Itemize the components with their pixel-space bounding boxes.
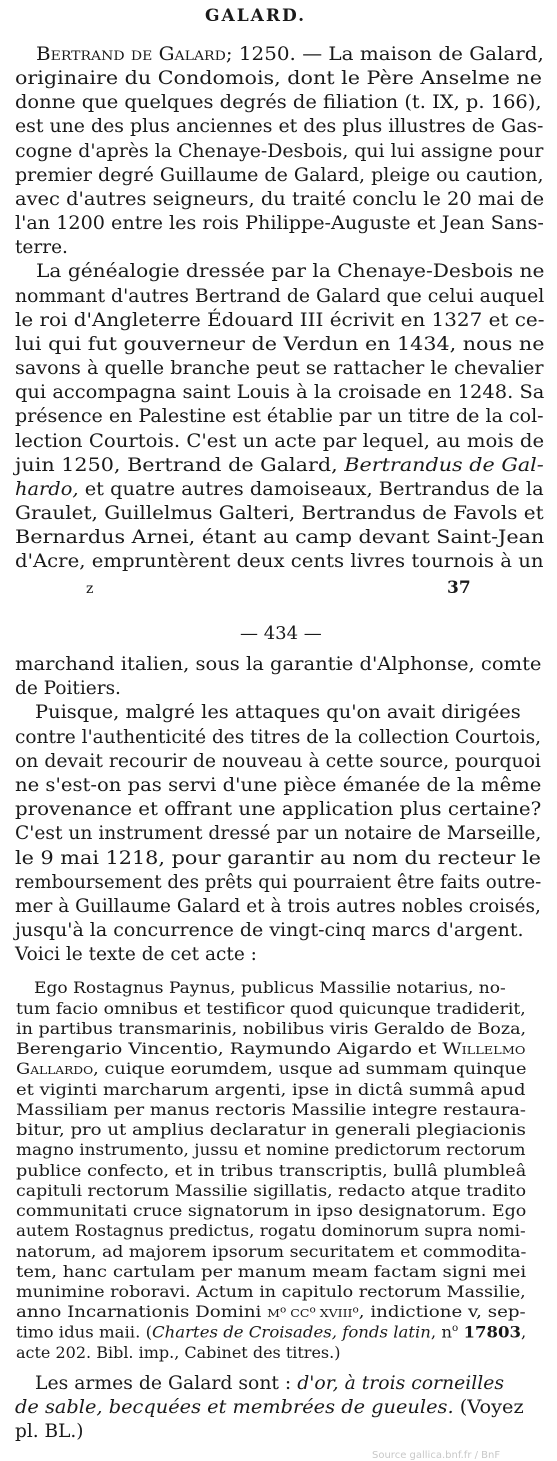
text-line: originaire du Condomois, dont le Père Anselme ne [15, 68, 542, 89]
quote-line: acte 202. Bibl. imp., Cabinet des titres.) [16, 1343, 341, 1362]
source-watermark: Source gallica.bnf.fr / BnF [372, 1450, 501, 1461]
text-line: de sable, becquées et membrées de gueules. (Voyez [15, 1397, 524, 1418]
quote-line: Massiliam per manus rectoris Massilie integre restaura- [16, 1100, 526, 1119]
bottom-left-mark: z [86, 581, 94, 597]
quote-line: timo idus maii. (Chartes de Croisades, fonds latin, $n^o$ 17803, [16, 1322, 527, 1342]
text-line: marchand italien, sous la garantie d'Alphonse, comte [15, 654, 542, 675]
page-marker: — 434 — [240, 623, 322, 644]
quote-line: Ego Rostagnus Paynus, publicus Massilie notarius, no- [34, 978, 506, 997]
text-line: qui accompagna saint Louis à la croisade en 1248. Sa [15, 382, 545, 403]
running-title: GALARD. [205, 6, 307, 26]
quote-line: bitur, pro ut amplius declaratur in generali plegiacionis [16, 1120, 526, 1139]
text-line: Puisque, malgré les attaques qu'on avait dirigées [35, 702, 521, 723]
quote-line: natorum, ad majorem ipsorum securitatem et commodita- [16, 1242, 527, 1261]
text-line: le 9 mai 1218, pour garantir au nom du recteur le [15, 848, 541, 869]
text-line: donne que quelques degrés de filiation (t. IX, p. 166), [15, 92, 542, 113]
text-line: nommant d'autres Bertrand de Galard que celui auquel [15, 286, 545, 307]
text-line: hardo, et quatre autres damoiseaux, Bertrandus de la [15, 479, 544, 500]
page-number: 37 [447, 578, 471, 598]
text-line: La généalogie dressée par la Chenaye-Desbois ne [36, 261, 545, 282]
text-line: remboursement des prêts qui pourraient être faits outre- [15, 872, 542, 893]
quote-line: in partibus transmarinis, nobilibus viris Geraldo de Boza, [16, 1019, 527, 1038]
quote-line: Gallardo, cuique eorumdem, usque ad summam quinque [16, 1059, 527, 1078]
quote-line: tum facio omnibus et testificor quod quicunque tradiderit, [16, 999, 526, 1018]
text-line: présence en Palestine est établie par un titre de la col- [15, 406, 544, 427]
text-line: est une des plus anciennes et des plus illustres de Gas- [15, 116, 544, 137]
text-line: contre l'authenticité des titres de la collection Courtois, [15, 727, 542, 748]
quote-line: autem Rostagnus predictus, rogatu dominorum supra nomi- [16, 1221, 526, 1240]
quote-line: munimine roboravi. Actum in capitulo rectorum Massilie, [16, 1282, 526, 1301]
text-line: Bernardus Arnei, étant au camp devant Saint-Jean [15, 527, 545, 548]
quote-line: et viginti marcharum argenti, ipse in dictâ summâ apud [16, 1080, 526, 1099]
text-line: le roi d'Angleterre Édouard III écrivit en 1327 et ce- [15, 310, 545, 331]
text-line: Voici le texte de cet acte : [15, 944, 257, 965]
quote-line: communitati cruce signatorum in ipso designatorum. Ego [16, 1201, 527, 1220]
text-line: ne s'est-on pas servi d'une pièce émanée de la même [15, 775, 542, 796]
text-line: Les armes de Galard sont : d'or, à trois corneilles [35, 1373, 504, 1394]
quote-line: publice confecto, et in tribus transcriptis, bullâ plumbleâ [16, 1161, 527, 1180]
text-line: C'est un instrument dressé par un notaire de Marseille, [15, 823, 542, 844]
text-line: mer à Guillaume Galard et à trois autres nobles croisés, [15, 896, 541, 917]
quote-line: Berengario Vincentio, Raymundo Aigardo et Willelmo [16, 1039, 526, 1058]
text-line: pl. BL.) [15, 1421, 84, 1442]
text-line: juin 1250, Bertrand de Galard, Bertrandus de Gal- [15, 455, 544, 476]
text-line: jusqu'à la concurrence de vingt-cinq marcs d'argent. [15, 920, 524, 941]
text-line: de Poitiers. [15, 678, 121, 699]
text-line: avec d'autres seigneurs, du traité conclu le 20 mai de [15, 189, 545, 210]
quote-line: capituli rectorum Massilie sigillatis, redacto atque tradito [16, 1181, 527, 1200]
text-line: savons à quelle branche peut se rattacher le chevalier [15, 358, 544, 379]
quote-line: tem, hanc cartulam per manum meam factam signi mei [16, 1262, 527, 1281]
text-line: lection Courtois. C'est un acte par lequel, au mois de [15, 431, 545, 452]
text-line: d'Acre, empruntèrent deux cents livres tournois à un [15, 551, 544, 572]
text-line: terre. [15, 237, 68, 258]
quote-line: magno instrumento, jussu et nomine predictorum rectorum [16, 1140, 526, 1159]
text-line: l'an 1200 entre les rois Philippe-Auguste et Jean Sans- [15, 213, 544, 234]
text-line: lui qui fut gouverneur de Verdun en 1434, nous ne [15, 334, 545, 355]
text-line: Graulet, Guillelmus Galteri, Bertrandus de Favols et [15, 503, 544, 524]
text-line: Bertrand de Galard; 1250. — La maison de Galard, [36, 44, 544, 65]
text-line: cogne d'après la Chenaye-Desbois, qui lui assigne pour [15, 141, 544, 162]
text-line: premier degré Guillaume de Galard, pleige ou caution, [15, 165, 544, 186]
quote-line: anno Incarnationis Domini $M^o$ $CC^o$ XVIII$^o$, indictione v, sep- [16, 1302, 526, 1321]
text-line: provenance et offrant une application plus certaine? [15, 799, 542, 820]
text-line: on devait recourir de nouveau à cette source, pourquoi [15, 751, 541, 772]
